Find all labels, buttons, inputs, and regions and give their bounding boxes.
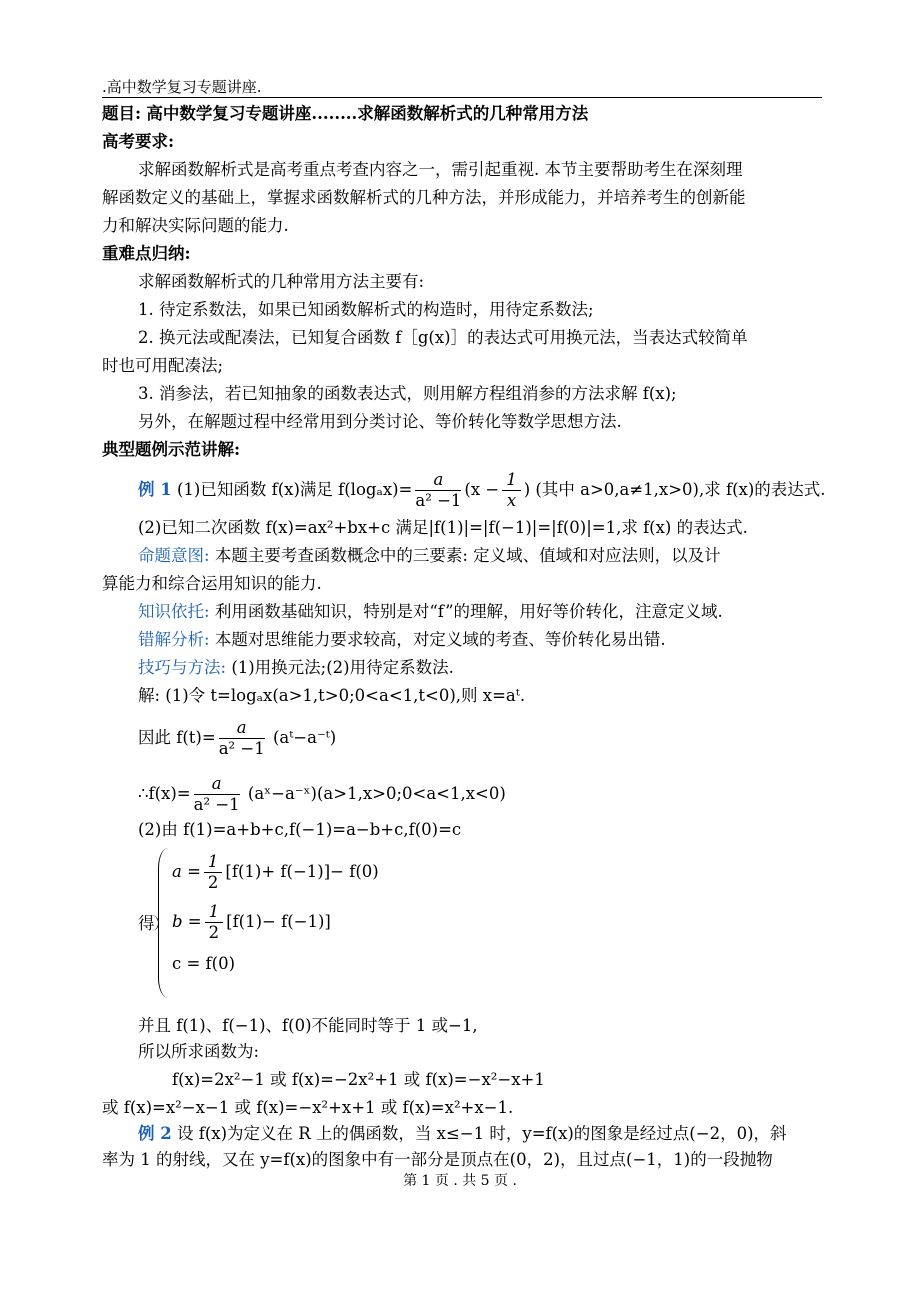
fraction-denominator: 2: [208, 923, 220, 942]
running-header: .高中数学复习专题讲座.: [102, 78, 262, 96]
error-text: 本题对思维能力要求较高，对定义域的考查、等价转化易出错.: [214, 630, 666, 649]
solution-line: (2)由 f(1)=a+b+c,f(−1)=a−b+c,f(0)=c: [138, 820, 462, 839]
equation-rhs: [f(1)− f(−1)]: [226, 912, 331, 931]
fraction: [415, 470, 461, 511]
system-eq-c: c = f(0): [172, 954, 236, 973]
problem-text: ) (其中 a>0,a≠1,x>0),求 f(x)的表达式.: [523, 480, 826, 499]
fraction-numerator: 1: [502, 470, 521, 491]
solution-line: [138, 718, 868, 759]
fraction-numerator: a: [415, 470, 461, 491]
intent-line: [138, 544, 868, 568]
example2-line: 率为 1 的射线，又在 y=f(x)的图象中有一部分是顶点在(0，2)，且过点(−1，1)的一段抛物: [102, 1150, 773, 1169]
de-label: 得: [138, 914, 155, 933]
system-eq-b: [172, 902, 331, 943]
paragraph-line: 求解函数解析式的几种常用方法主要有:: [138, 272, 425, 291]
fraction-numerator: a: [219, 718, 265, 739]
basis-label: 知识依托:: [138, 602, 210, 621]
solution-line: 并且 f(1)、f(−1)、f(0)不能同时等于 1 或−1,: [138, 1016, 478, 1035]
method-line: [138, 656, 868, 680]
section-exam-requirements: 高考要求:: [102, 132, 175, 151]
equation-lhs: b =: [172, 912, 202, 931]
solution-line: 解: (1)令 t=logₐx(a>1,t>0;0<a<1,t<0),则 x=aᵗ.: [138, 686, 526, 705]
answer-line: 或 f(x)=x²−x−1 或 f(x)=−x²+x+1 或 f(x)=x²+x−1.: [102, 1098, 514, 1117]
error-label: 错解分析:: [138, 630, 210, 649]
fraction-denominator: x: [506, 491, 517, 510]
fraction: [194, 774, 240, 815]
example1-problem1: [138, 470, 868, 511]
fraction-numerator: 1: [205, 902, 224, 923]
answer-line: f(x)=2x²−1 或 f(x)=−2x²+1 或 f(x)=−x²−x+1: [172, 1070, 545, 1089]
solution-text: 因此 f(t)=: [138, 728, 216, 747]
fraction-denominator: a² −1: [218, 739, 265, 758]
list-item: 3. 消参法，若已知抽象的函数表达式，则用解方程组消参的方法求解 f(x);: [138, 384, 677, 403]
equation-rhs: [f(1)+ f(−1)]− f(0): [225, 862, 379, 881]
method-text: (1)用换元法;(2)用待定系数法.: [231, 658, 454, 677]
equation-lhs: a =: [172, 862, 201, 881]
problem-text: (x −: [464, 480, 500, 499]
title-text: 高中数学复习专题讲座........求解函数解析式的几种常用方法: [146, 104, 589, 123]
basis-line: [138, 600, 868, 624]
title-label: 题目:: [102, 104, 142, 123]
header-rule: [102, 97, 822, 98]
fraction-numerator: 1: [204, 852, 223, 873]
system-eq-a: [172, 852, 379, 893]
example2-text: 设 f(x)为定义在 R 上的偶函数，当 x≤−1 时，y=f(x)的图象是经过点(−2，0)，斜: [176, 1124, 787, 1143]
paragraph-line: 解函数定义的基础上，掌握求函数解析式的几种方法，并形成能力，并培养考生的创新能: [102, 188, 746, 207]
page-footer: 第 1 页 . 共 5 页 .: [403, 1173, 517, 1189]
example2-line: [138, 1122, 868, 1146]
example1-problem2: (2)已知二次函数 f(x)=ax²+bx+c 满足|f(1)|=|f(−1)|=|f(0)|=1,求 f(x) 的表达式.: [138, 518, 748, 537]
solution-text: (aᵗ−a⁻ᵗ): [272, 728, 337, 747]
problem-text: (1)已知函数 f(x)满足 f(logₐx)=: [176, 480, 413, 499]
section-examples: 典型题例示范讲解:: [102, 440, 241, 459]
intent-text: 本题主要考查函数概念中的三要素: 定义域、值域和对应法则，以及计: [214, 546, 721, 565]
fraction: [502, 470, 521, 511]
list-item-continued: 时也可用配凑法;: [102, 356, 224, 375]
solution-line: 所以所求函数为:: [138, 1042, 260, 1061]
fraction-denominator: a² −1: [193, 795, 240, 814]
example2-label: 例 2: [138, 1124, 172, 1143]
paragraph-line: 求解函数解析式是高考重点考查内容之一，需引起重视. 本节主要帮助考生在深刻理: [138, 160, 743, 179]
example1-label: 例 1: [138, 480, 172, 499]
fraction: [204, 852, 223, 893]
basis-text: 利用函数基础知识，特别是对“f”的理解，用好等价转化，注意定义域.: [214, 602, 723, 621]
list-item: 1. 待定系数法，如果已知函数解析式的构造时，用待定系数法;: [138, 300, 594, 319]
method-label: 技巧与方法:: [138, 658, 227, 677]
paragraph-line: 算能力和综合运用知识的能力.: [102, 574, 322, 593]
paragraph-line: 力和解决实际问题的能力.: [102, 216, 289, 235]
fraction-denominator: a² −1: [415, 491, 462, 510]
fraction: [219, 718, 265, 759]
system-brace: [158, 848, 169, 998]
title-line: [102, 102, 832, 126]
paragraph-line: 另外，在解题过程中经常用到分类讨论、等价转化等数学思想方法.: [138, 412, 622, 431]
solution-line: [138, 774, 868, 815]
list-item: 2. 换元法或配凑法，已知复合函数 f［g(x)］的表达式可用换元法，当表达式较简单: [138, 328, 748, 347]
error-line: [138, 628, 868, 652]
solution-text: ∴f(x)=: [138, 784, 191, 803]
fraction-numerator: a: [194, 774, 240, 795]
fraction: [205, 902, 224, 943]
section-key-points: 重难点归纳:: [102, 244, 191, 263]
solution-text: (aˣ−a⁻ˣ)(a>1,x>0;0<a<1,x<0): [247, 784, 506, 803]
intent-label: 命题意图:: [138, 546, 210, 565]
fraction-denominator: 2: [207, 873, 219, 892]
